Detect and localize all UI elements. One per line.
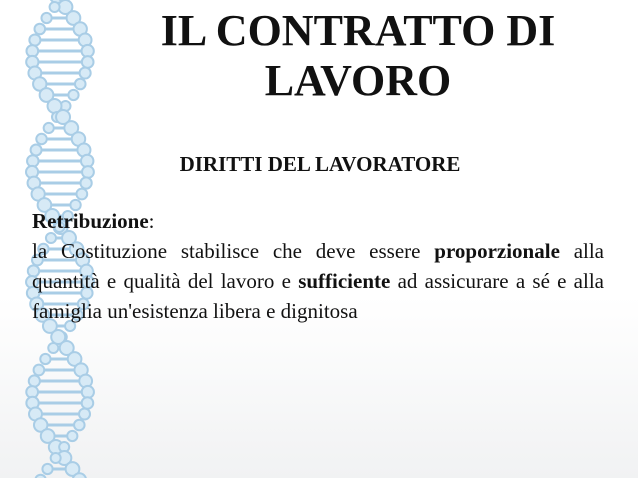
dna-bead (34, 365, 45, 376)
paragraph-part-1: la Costituzione stabilisce che deve essere (32, 239, 435, 263)
paragraph-bold-sufficiente: sufficiente (298, 269, 391, 293)
dna-bead (29, 375, 40, 386)
dna-bead (29, 34, 40, 45)
paragraph-bold-proporzionale: proporzionale (434, 239, 560, 263)
dna-bead (41, 13, 51, 23)
dna-bead (80, 177, 91, 188)
dna-bead (79, 408, 90, 419)
paragraph-part-3: ad assicurare a sé e alla famiglia un'esistenza libera e dignitosa (32, 269, 604, 323)
dna-bead (42, 464, 52, 474)
dna-bead (34, 24, 45, 35)
dna-bead (50, 2, 60, 12)
dna-bead (80, 67, 91, 78)
section-heading-label: Retribuzione (32, 209, 149, 233)
dna-bead (31, 145, 42, 156)
dna-bead (44, 123, 54, 133)
body-text (32, 206, 604, 326)
dna-bead (73, 473, 86, 478)
dna-bead (40, 354, 50, 364)
dna-bead (67, 431, 77, 441)
section-heading-colon: : (148, 209, 155, 233)
dna-bead (68, 90, 78, 100)
dna-bead (82, 56, 94, 68)
dna-bead (76, 189, 87, 200)
dna-bead (75, 79, 86, 90)
dna-bead (36, 134, 46, 144)
slide-subtitle: DIRITTI DEL LAVORATORE (179, 152, 461, 176)
title-line-1: IL CONTRATTO DI (160, 6, 556, 55)
paragraph-part-2: alla quantità e qualità del lavoro e (32, 239, 605, 293)
slide-title (118, 6, 598, 106)
dna-bead (51, 453, 61, 463)
dna-bead (74, 420, 85, 431)
section-heading (32, 206, 604, 236)
dna-bead (82, 166, 94, 178)
dna-bead (82, 397, 94, 409)
title-line-2: LAVORO (264, 56, 452, 105)
dna-bead (48, 343, 58, 353)
